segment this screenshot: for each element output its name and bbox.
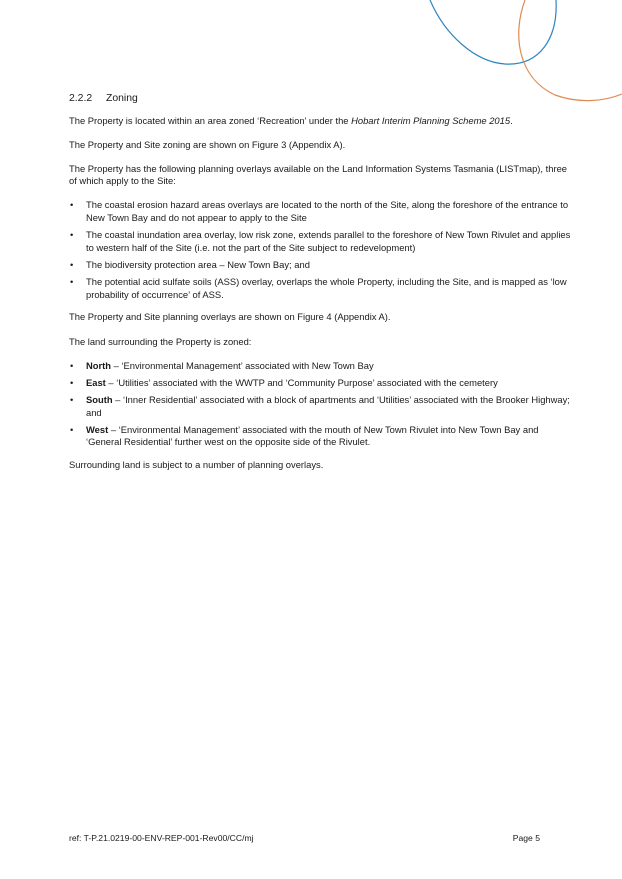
bullet-icon: • [70, 276, 74, 288]
list-item: • The coastal inundation area overlay, low risk zone, extends parallel to the foreshore of New Town Rivulet and applies to western half of the Site (i.e. not the part of the Site subject to redevelopment) [70, 229, 571, 253]
document-body [69, 93, 574, 483]
bullet-icon: • [70, 376, 74, 388]
surrounding-zones-list [69, 360, 574, 449]
bullet-icon: • [70, 229, 74, 241]
document-reference: ref: T-P.21.0219-00-ENV-REP-001-Rev00/CC/mj [69, 833, 254, 843]
overlays-closing-paragraph: Surrounding land is subject to a number of planning overlays. [69, 458, 324, 470]
bullet-icon: • [70, 259, 74, 271]
zoning-paragraph: The Property is located within an area zoned ‘Recreation’ under the Hobart Interim Planning Scheme 2015. [69, 114, 513, 126]
list-item: • East – ‘Utilities’ associated with the WWTP and ‘Community Purpose’ associated with the cemetery [70, 376, 498, 388]
bullet-icon: • [70, 199, 74, 211]
section-number: 2.2.2 [69, 93, 93, 104]
blue-arc [430, 0, 556, 64]
page-footer [69, 833, 540, 843]
list-item: • South – ‘Inner Residential’ associated with a block of apartments and ‘Utilities’ associated with the Brooker Highway; and [70, 393, 570, 418]
bullet-icon: • [70, 393, 74, 405]
page-number: Page 5 [512, 833, 540, 843]
overlays-intro-paragraph: The Property has the following planning overlays available on the Land Information Systems Tasmania (LISTmap), three of which apply to the Site: [69, 162, 568, 187]
surrounding-intro-paragraph: The land surrounding the Property is zoned: [69, 335, 252, 347]
planning-scheme-name: Hobart Interim Planning Scheme 2015 [351, 114, 511, 126]
figure4-paragraph: The Property and Site planning overlays are shown on Figure 4 (Appendix A). [69, 311, 391, 323]
bullet-icon: • [70, 359, 74, 371]
direction-label: East [86, 376, 106, 388]
direction-label: South [86, 393, 113, 405]
list-item: • The potential acid sulfate soils (ASS) overlay, overlaps the whole Property, including the Site, and is mapped as ‘low probability of occurrence’ of ASS. [70, 276, 567, 300]
list-item: • The coastal erosion hazard areas overlays are located to the north of the Site, along the foreshore of the entrance to New Town Bay and do not appear to apply to the Site [70, 199, 569, 224]
bullet-icon: • [70, 423, 74, 435]
overlays-list [69, 199, 574, 301]
direction-label: North [86, 359, 111, 371]
direction-label: West [86, 423, 109, 435]
list-item: • North – ‘Environmental Management’ associated with New Town Bay [70, 359, 374, 371]
section-heading [69, 93, 574, 106]
list-item: • The biodiversity protection area – New Town Bay; and [70, 259, 310, 271]
orange-arc [519, 0, 622, 101]
section-title: Zoning [106, 93, 138, 104]
list-item: • West – ‘Environmental Management’ associated with the mouth of New Town Rivulet into New Town Bay and ‘General Residential’ further west on the opposite side of the Rivulet. [70, 423, 539, 448]
figure3-paragraph: The Property and Site zoning are shown on Figure 3 (Appendix A). [69, 138, 346, 150]
